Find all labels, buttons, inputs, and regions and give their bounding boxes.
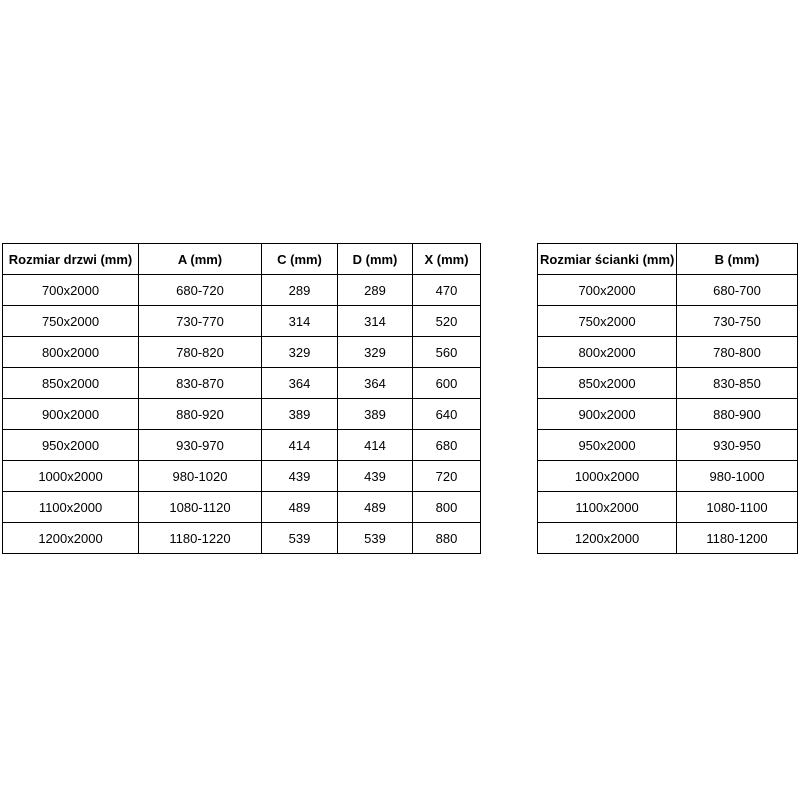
table-cell: 930-950	[677, 430, 798, 461]
table-cell: 930-970	[139, 430, 262, 461]
table-cell: 329	[262, 337, 338, 368]
table-cell: 780-820	[139, 337, 262, 368]
table-cell: 700x2000	[538, 275, 677, 306]
walls-table-header-row	[538, 244, 798, 275]
table-cell: 539	[262, 523, 338, 554]
table-cell: 1180-1220	[139, 523, 262, 554]
table-cell: 600	[413, 368, 481, 399]
table-cell: 414	[338, 430, 413, 461]
table-cell: 720	[413, 461, 481, 492]
table-row	[538, 337, 798, 368]
walls-table-body	[538, 275, 798, 554]
column-header: Rozmiar ścianki (mm)	[538, 244, 677, 275]
table-row	[538, 523, 798, 554]
table-cell: 780-800	[677, 337, 798, 368]
table-cell: 1080-1120	[139, 492, 262, 523]
table-row	[3, 430, 481, 461]
table-cell: 830-870	[139, 368, 262, 399]
table-cell: 1100x2000	[3, 492, 139, 523]
table-row	[538, 461, 798, 492]
column-header: Rozmiar drzwi (mm)	[3, 244, 139, 275]
table-cell: 329	[338, 337, 413, 368]
table-cell: 314	[262, 306, 338, 337]
table-cell: 880	[413, 523, 481, 554]
table-row	[538, 275, 798, 306]
walls-size-table	[537, 243, 798, 554]
table-row	[538, 430, 798, 461]
table-cell: 439	[338, 461, 413, 492]
table-cell: 640	[413, 399, 481, 430]
table-cell: 289	[338, 275, 413, 306]
table-cell: 1100x2000	[538, 492, 677, 523]
table-cell: 730-770	[139, 306, 262, 337]
table-row	[538, 368, 798, 399]
table-row	[3, 306, 481, 337]
table-cell: 539	[338, 523, 413, 554]
table-cell: 880-900	[677, 399, 798, 430]
table-cell: 750x2000	[538, 306, 677, 337]
column-header: B (mm)	[677, 244, 798, 275]
table-cell: 314	[338, 306, 413, 337]
table-cell: 364	[262, 368, 338, 399]
table-cell: 439	[262, 461, 338, 492]
table-cell: 289	[262, 275, 338, 306]
doors-table-body	[3, 275, 481, 554]
doors-table-header-row	[3, 244, 481, 275]
doors-size-table	[2, 243, 481, 554]
table-cell: 800	[413, 492, 481, 523]
table-cell: 364	[338, 368, 413, 399]
table-cell: 700x2000	[3, 275, 139, 306]
table-cell: 730-750	[677, 306, 798, 337]
table-cell: 1200x2000	[3, 523, 139, 554]
table-row	[3, 337, 481, 368]
table-cell: 470	[413, 275, 481, 306]
table-cell: 850x2000	[3, 368, 139, 399]
table-cell: 560	[413, 337, 481, 368]
table-cell: 900x2000	[3, 399, 139, 430]
table-row	[3, 461, 481, 492]
table-cell: 950x2000	[538, 430, 677, 461]
table-cell: 830-850	[677, 368, 798, 399]
column-header: X (mm)	[413, 244, 481, 275]
table-row	[3, 492, 481, 523]
table-cell: 1000x2000	[538, 461, 677, 492]
table-cell: 880-920	[139, 399, 262, 430]
table-row	[3, 523, 481, 554]
column-header: A (mm)	[139, 244, 262, 275]
table-cell: 414	[262, 430, 338, 461]
table-cell: 800x2000	[538, 337, 677, 368]
table-cell: 850x2000	[538, 368, 677, 399]
table-row	[538, 492, 798, 523]
table-cell: 489	[262, 492, 338, 523]
table-cell: 1080-1100	[677, 492, 798, 523]
table-cell: 680-700	[677, 275, 798, 306]
table-cell: 1000x2000	[3, 461, 139, 492]
table-cell: 680-720	[139, 275, 262, 306]
table-cell: 950x2000	[3, 430, 139, 461]
table-cell: 389	[338, 399, 413, 430]
table-row	[3, 275, 481, 306]
table-cell: 980-1020	[139, 461, 262, 492]
table-cell: 800x2000	[3, 337, 139, 368]
table-cell: 1180-1200	[677, 523, 798, 554]
table-cell: 1200x2000	[538, 523, 677, 554]
column-header: C (mm)	[262, 244, 338, 275]
table-cell: 389	[262, 399, 338, 430]
table-row	[3, 368, 481, 399]
table-cell: 489	[338, 492, 413, 523]
table-row	[3, 399, 481, 430]
column-header: D (mm)	[338, 244, 413, 275]
table-row	[538, 399, 798, 430]
table-cell: 750x2000	[3, 306, 139, 337]
table-cell: 900x2000	[538, 399, 677, 430]
table-cell: 980-1000	[677, 461, 798, 492]
table-cell: 520	[413, 306, 481, 337]
table-cell: 680	[413, 430, 481, 461]
table-row	[538, 306, 798, 337]
